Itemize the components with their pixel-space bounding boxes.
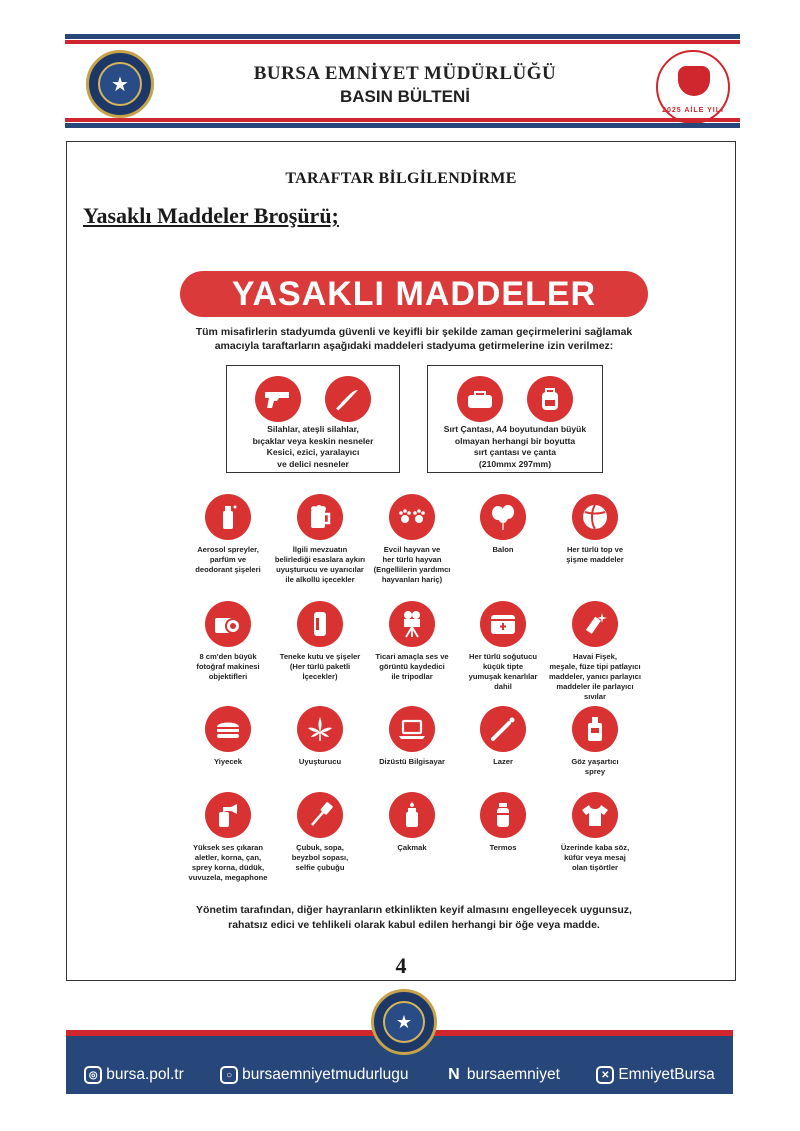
item-label-line: fotoğraf makinesi bbox=[196, 662, 260, 671]
header-bottom-red-stripe bbox=[65, 118, 740, 122]
box-text-line: ve delici nesneler bbox=[277, 458, 349, 469]
item-balloon bbox=[453, 494, 553, 555]
star-icon: ★ bbox=[98, 62, 142, 106]
item-label-line: Lazer bbox=[493, 757, 513, 766]
nsosyal-icon: N bbox=[448, 1066, 460, 1083]
item-laser bbox=[453, 706, 553, 767]
star-icon: ★ bbox=[383, 1001, 425, 1043]
duffel-bag-icon bbox=[457, 376, 503, 422]
police-emblem-logo bbox=[86, 50, 154, 118]
box-text-line: bıçaklar veya keskin nesneler bbox=[252, 435, 374, 446]
intro-text bbox=[180, 325, 648, 353]
item-drugs bbox=[270, 706, 370, 767]
item-horn bbox=[178, 792, 278, 883]
can-icon bbox=[297, 601, 343, 647]
item-label-line: parfüm ve bbox=[209, 555, 247, 564]
prohibited-items-banner: YASAKLI MADDELER bbox=[180, 271, 648, 317]
intro-line: Tüm misafirlerin stadyumda güvenli ve keyifli bir şekilde zaman geçirmelerini sağlamak bbox=[195, 326, 633, 338]
item-label-line: maddeler ile parlayıcı sıvılar bbox=[556, 682, 634, 701]
item-label-line: Yüksek ses çıkaran bbox=[192, 843, 264, 852]
item-label-line: (Her türlü paketli bbox=[289, 662, 351, 671]
laser-pointer-icon bbox=[480, 706, 526, 752]
item-label-line: Balon bbox=[492, 545, 514, 554]
thermos-icon bbox=[480, 792, 526, 838]
website-text: bursa.pol.tr bbox=[106, 1066, 184, 1083]
nsosyal-handle: bursaemniyet bbox=[466, 1066, 560, 1083]
item-thermos bbox=[453, 792, 553, 853]
instagram-icon: ○ bbox=[220, 1066, 238, 1084]
item-label-line: sprey korna, düdük, bbox=[191, 863, 265, 872]
item-label-line: ile alkollü içecekler bbox=[285, 575, 355, 584]
item-label-line: Havai Fişek, bbox=[573, 652, 617, 661]
item-label-line: deodorant şişeleri bbox=[195, 565, 261, 574]
item-label-line: hayvanları hariç) bbox=[381, 575, 443, 584]
x-link[interactable] bbox=[596, 1066, 714, 1084]
page-number: 4 bbox=[395, 953, 407, 978]
paw-prints-icon bbox=[389, 494, 435, 540]
item-tshirt bbox=[545, 792, 645, 873]
item-label-line: vuvuzela, megaphone bbox=[188, 873, 268, 882]
closing-line: Yönetim tarafından, diğer hayranların etkinlikten keyif almasını engelleyecek uygunsuz, bbox=[196, 904, 632, 916]
item-can bbox=[270, 601, 370, 682]
item-label-line: her türlü hayvan bbox=[382, 555, 442, 564]
item-label-line: Dizüstü Bilgisayar bbox=[379, 757, 445, 766]
item-camera bbox=[178, 601, 278, 682]
lighter-icon bbox=[389, 792, 435, 838]
box-text-line: Kesici, ezici, yaralayıcı bbox=[266, 447, 360, 457]
item-label-line: yumuşak kenarlılar bbox=[468, 672, 538, 681]
item-label-line: dahil bbox=[494, 682, 512, 691]
item-label-line: Göz yaşartıcı bbox=[571, 757, 619, 766]
item-label-line: Uyuşturucu bbox=[298, 757, 342, 766]
backpack-icon bbox=[527, 376, 573, 422]
burger-icon bbox=[205, 706, 251, 752]
item-pets bbox=[362, 494, 462, 585]
doc-type: BASIN BÜLTENİ bbox=[339, 87, 470, 106]
item-label-line: İlgili mevzuatın bbox=[292, 545, 348, 554]
header-top-blue-stripe bbox=[65, 34, 740, 39]
header-title bbox=[170, 63, 640, 107]
item-label-line: Çakmak bbox=[397, 843, 427, 852]
tshirt-icon bbox=[572, 792, 618, 838]
knife-icon bbox=[325, 376, 371, 422]
selfie-stick-icon bbox=[297, 792, 343, 838]
item-label-line: maddeler, yanıcı parlayıcı bbox=[548, 672, 642, 681]
balloons-icon bbox=[480, 494, 526, 540]
item-pepper-spray bbox=[545, 706, 645, 777]
item-label-line: Yiyecek bbox=[213, 757, 242, 766]
item-cooler bbox=[453, 601, 553, 692]
item-label-line: Ticari amaçla ses ve bbox=[375, 652, 449, 661]
item-label-line: görüntü kaydedici bbox=[379, 662, 445, 671]
item-label-line: küfür veya mesaj bbox=[564, 853, 626, 862]
heart-icon bbox=[678, 66, 710, 96]
item-label-line: 8 cm'den büyük bbox=[199, 652, 257, 661]
section-subtitle: TARAFTAR BİLGİLENDİRME bbox=[285, 170, 517, 187]
aerosol-icon bbox=[205, 494, 251, 540]
item-food bbox=[178, 706, 278, 767]
header-bottom-blue-stripe bbox=[65, 123, 740, 128]
item-lighter bbox=[362, 792, 462, 853]
nsosyal-link[interactable] bbox=[445, 1066, 560, 1084]
item-label-line: uyuşturucu ve uyarıcılar bbox=[276, 565, 364, 574]
item-label-line: belirlediği esaslara aykırı bbox=[274, 555, 366, 564]
closing-text bbox=[180, 903, 648, 933]
item-label-line: Çubuk, sopa, bbox=[296, 843, 344, 852]
x-icon: ✕ bbox=[596, 1066, 614, 1084]
bags-box bbox=[427, 365, 603, 473]
weapons-box bbox=[226, 365, 400, 473]
closing-line: rahatsız edici ve tehlikeli olarak kabul edilen herhangi bir öğe veya madde. bbox=[228, 919, 600, 931]
beer-mug-icon bbox=[297, 494, 343, 540]
instagram-link[interactable] bbox=[220, 1066, 408, 1084]
website-link[interactable] bbox=[84, 1066, 184, 1084]
box-text-line: sırt çantası ve çanta bbox=[473, 447, 557, 457]
item-label-line: meşale, füze tipi patlayıcı bbox=[549, 662, 641, 671]
item-label-line: (Engellilerin yardımcı bbox=[373, 565, 451, 574]
air-horn-icon bbox=[205, 792, 251, 838]
item-label-line: beyzbol sopası, bbox=[291, 853, 349, 862]
item-alcohol bbox=[270, 494, 370, 585]
box-text-line: (210mmx 297mm) bbox=[478, 458, 552, 469]
item-label-line: Termos bbox=[489, 843, 517, 852]
x-handle: EmniyetBursa bbox=[618, 1066, 715, 1083]
item-label-line: İçecekler) bbox=[302, 672, 338, 681]
beach-ball-icon bbox=[572, 494, 618, 540]
box-text-line: olmayan herhangi bir boyutta bbox=[454, 435, 576, 446]
family-year-logo bbox=[656, 50, 730, 124]
item-laptop bbox=[362, 706, 462, 767]
firework-rocket-icon bbox=[572, 601, 618, 647]
pepper-spray-icon bbox=[572, 706, 618, 752]
item-label-line: şişme maddeler bbox=[566, 555, 624, 564]
laptop-icon bbox=[389, 706, 435, 752]
box-text-line: Silahlar, ateşli silahlar, bbox=[267, 424, 359, 434]
cannabis-leaf-icon bbox=[297, 706, 343, 752]
cooler-box-icon bbox=[480, 601, 526, 647]
item-ball bbox=[545, 494, 645, 565]
item-label-line: Her türlü top ve bbox=[566, 545, 624, 554]
box-text-line: Sırt Çantası, A4 boyutundan büyük bbox=[443, 424, 587, 434]
item-firework bbox=[545, 601, 645, 702]
globe-icon: ◎ bbox=[84, 1066, 102, 1084]
item-label-line: olan tişörtler bbox=[572, 863, 618, 872]
intro-line: amacıyla taraftarların aşağıdaki maddeleri stadyuma getirmelerine izin verilmez: bbox=[214, 340, 614, 352]
instagram-handle: bursaemniyetmudurlugu bbox=[242, 1066, 409, 1083]
video-camera-tripod-icon bbox=[389, 601, 435, 647]
brochure-title: Yasaklı Maddeler Broşürü; bbox=[83, 203, 339, 228]
camera-icon bbox=[205, 601, 251, 647]
item-label-line: sprey bbox=[584, 767, 606, 776]
org-title: BURSA EMNİYET MÜDÜRLÜĞÜ bbox=[253, 63, 557, 84]
item-label-line: selfie çubuğu bbox=[295, 863, 345, 872]
item-aerosol bbox=[178, 494, 278, 575]
item-stick bbox=[270, 792, 370, 873]
family-year-caption: 2025 AİLE YILI bbox=[662, 107, 724, 114]
item-recorder bbox=[362, 601, 462, 682]
item-label-line: objektifleri bbox=[208, 672, 248, 681]
item-label-line: Her türlü soğutucu bbox=[469, 652, 537, 661]
item-label-line: Teneke kutu ve şişeler bbox=[279, 652, 361, 661]
footer-police-emblem-logo bbox=[371, 989, 437, 1055]
item-label-line: Evcil hayvan ve bbox=[383, 545, 441, 554]
item-label-line: ile tripodlar bbox=[391, 672, 433, 681]
gun-icon bbox=[255, 376, 301, 422]
item-label-line: aletler, korna, çan, bbox=[194, 853, 262, 862]
header-top-red-stripe bbox=[65, 40, 740, 44]
item-label-line: Aerosol spreyler, bbox=[197, 545, 259, 554]
item-label-line: küçük tipte bbox=[482, 662, 524, 671]
item-label-line: Üzerinde kaba söz, bbox=[560, 843, 630, 852]
